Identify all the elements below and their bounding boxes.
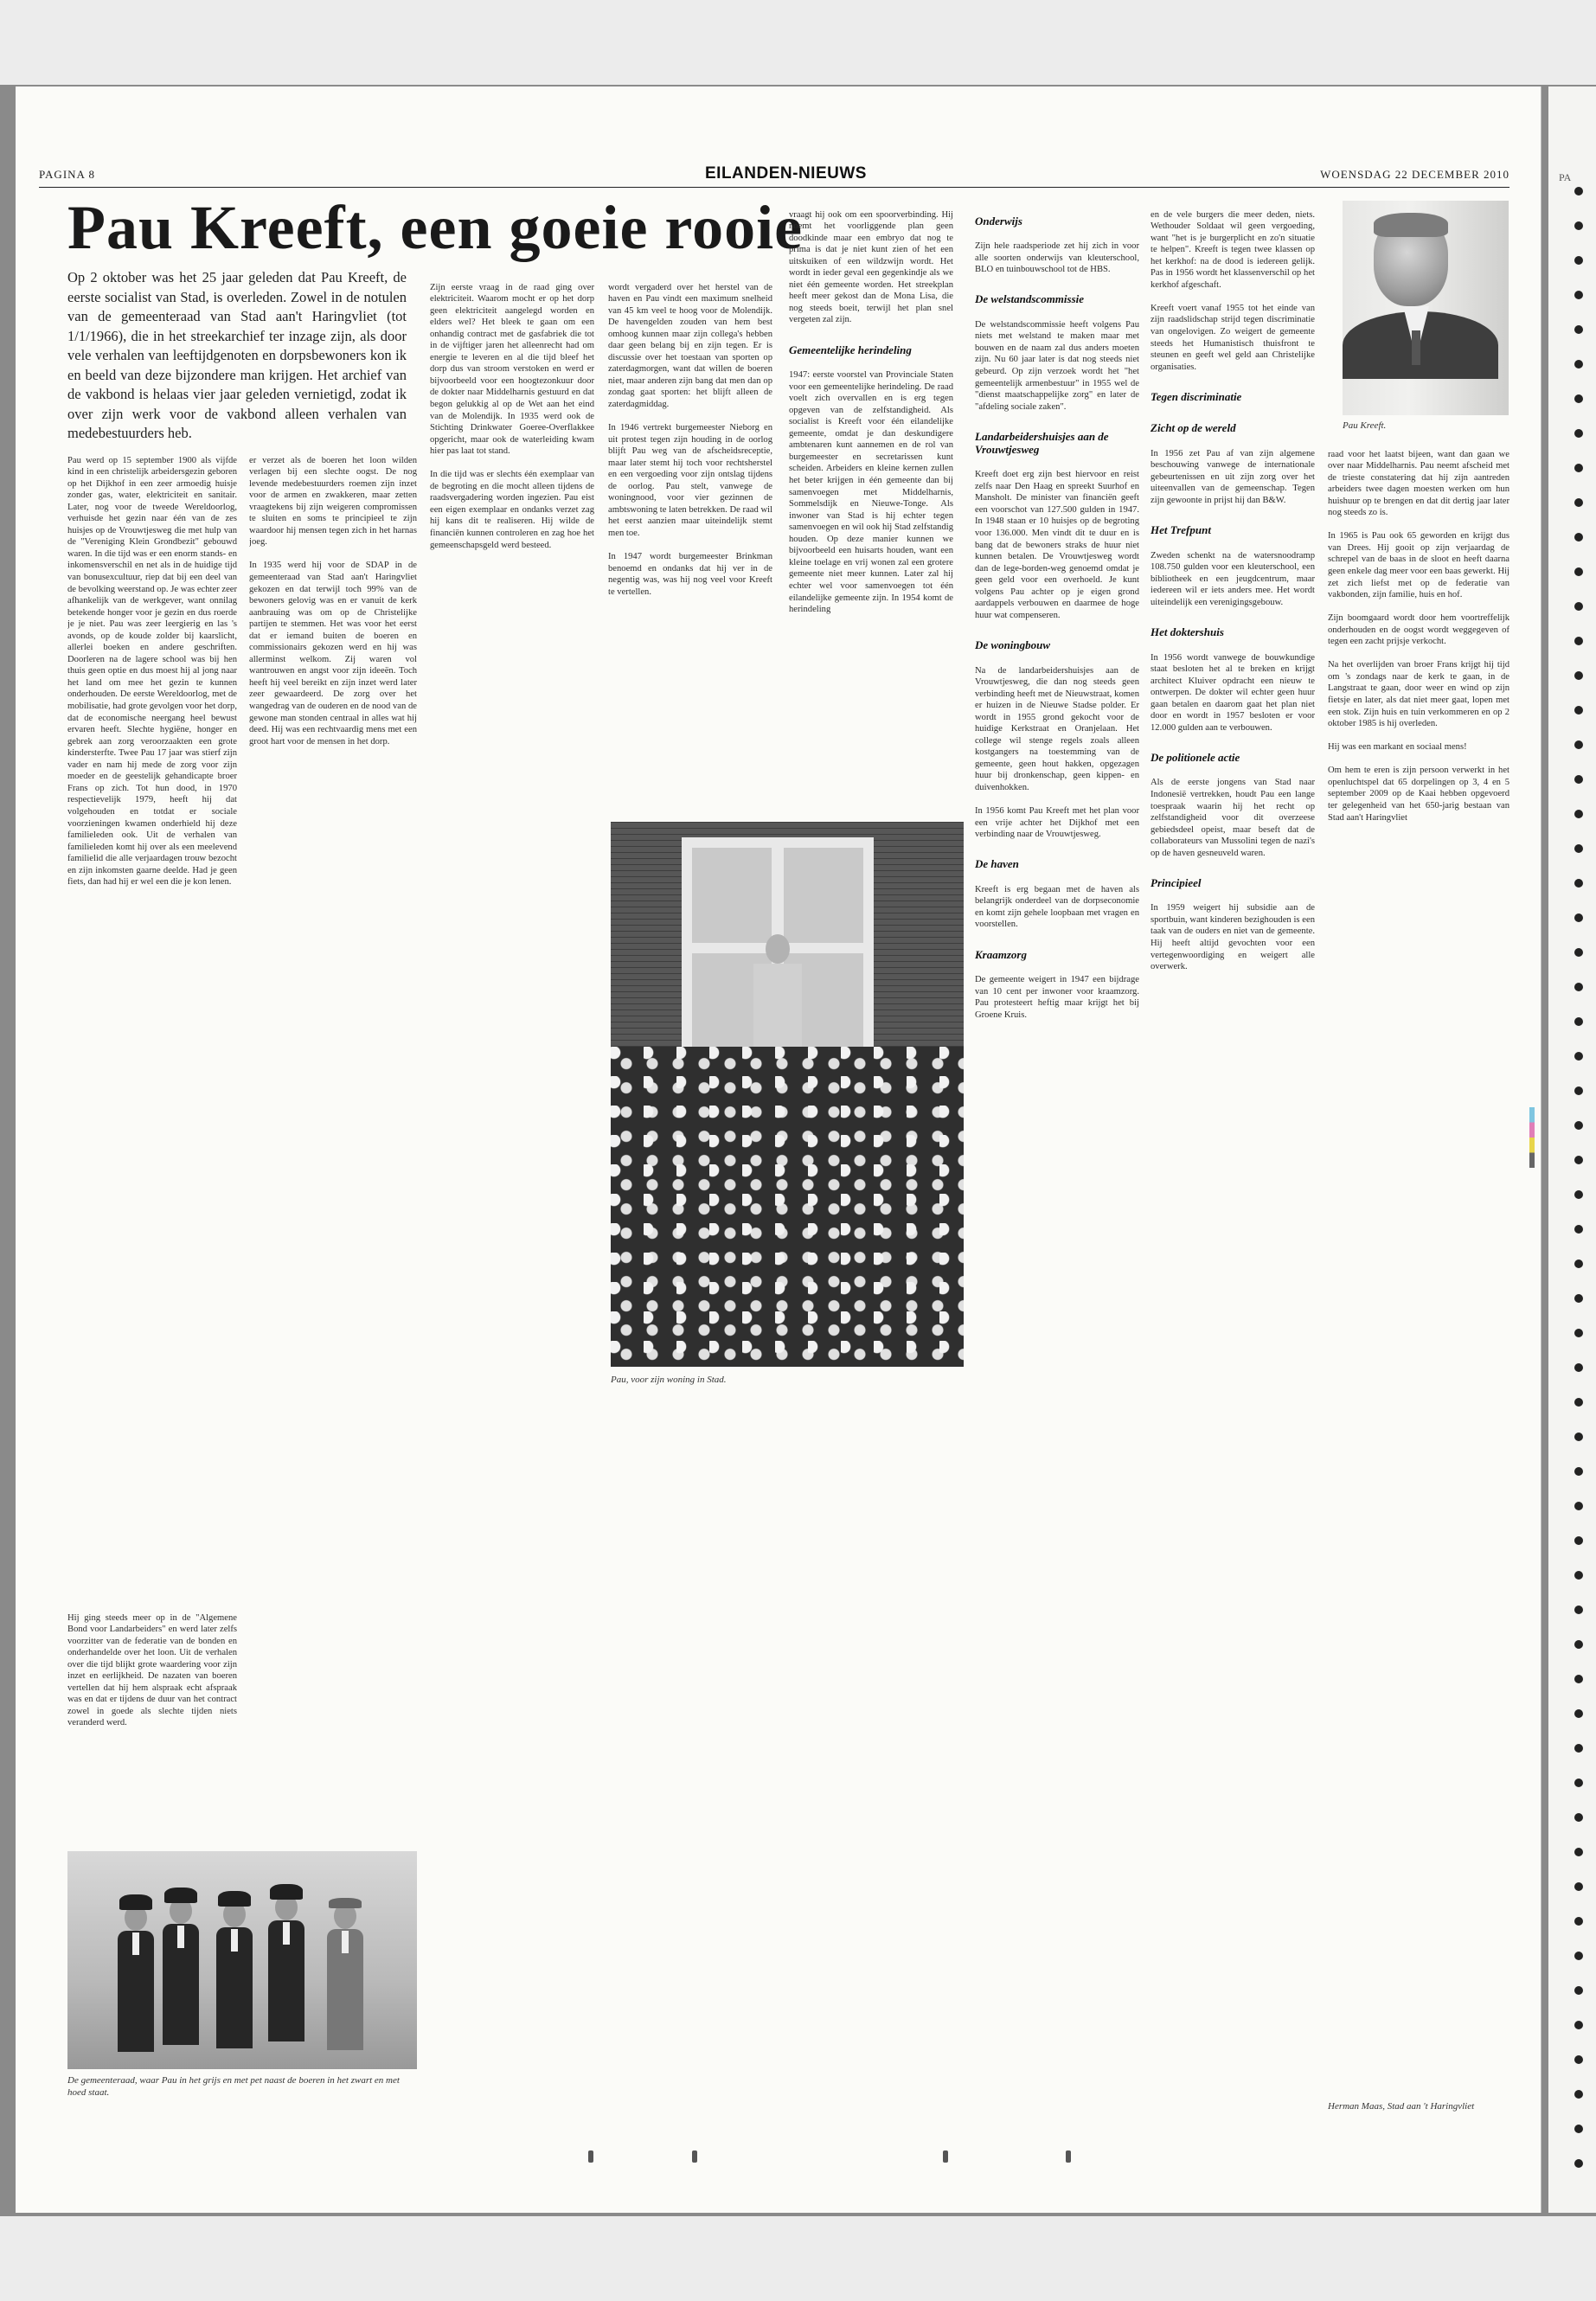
binder-hole — [1574, 221, 1583, 230]
issue-date: WOENSDAG 22 DECEMBER 2010 — [1320, 168, 1509, 181]
binder-hole — [1574, 1363, 1583, 1372]
article-column-7 — [1151, 197, 1315, 2126]
binder-hole — [1574, 1779, 1583, 1787]
portrait-tie — [1412, 330, 1420, 365]
binder-hole — [1574, 1052, 1583, 1061]
column-text: vraagt hij ook om een spoorverbinding. Hij noemt het voorliggende plan geen doodkinde maar een embryo dat nog te prima is dat je niet kunt zien of het een uitskuiken of een wildzwijn wordt. Het wordt in ieder geval een gegenkindje als we niet één gemeente worden. Het streekplan heeft meer gekost dan de Mona Lisa, die nog steeds boeit, terwijl het plan snel vergeten zal zijn. — [789, 209, 953, 325]
subheading-onderwijs: Onderwijs — [975, 214, 1022, 228]
window-photo — [611, 822, 964, 1367]
column-text: Na de landarbeidershuisjes aan de Vrouwtjesweg, die dan nog steeds geen verbinding heeft met de Nieuwstraat, komen er huizen in de Nieuwe Stadse polder. Er wordt in 1955 grond gekocht voor de huidige Kerkstraat en Oranjelaan. Het college wil stenge regels zoals alleen kostgangers na toestemming van de gemeente, geen hout hakken, opgezagen huur bij dronkenschap, geen kippen- en duivenhokken. In 1956 komt Pau Kreeft met het plan voor een vrije achter het Dijkhof met een verbinding naar de Vrouwtjesweg. — [975, 665, 1139, 840]
binder-hole — [1574, 602, 1583, 611]
masthead — [39, 164, 1509, 188]
binder-hole — [1574, 879, 1583, 888]
binder-hole — [1574, 498, 1583, 507]
binder-hole — [1574, 533, 1583, 542]
window-pane — [692, 848, 772, 943]
print-color-bars — [1529, 1107, 1535, 1168]
group-photo-caption: De gemeenteraad, waar Pau in het grijs en met pet naast de boeren in het zwart en met hoed staat. — [67, 2075, 400, 2098]
column-text: 1947: eerste voorstel van Provinciale Staten voor een gemeentelijke herindeling. De raad voelt zich overvallen en is erg tegen opgeven van de zelfstandigheid. Als socialist is Kreeft voor één eilandelijke gemeente, omdat je dan deskundigere ambtenaren kunt aannemen en de rol van burgemeester en secretarissen kunt scheiden. Arbeiders en kleine kernen zullen het beter krijgen in één gemeente dan bij samenvoegen met Middelharnis, Sommelsdijk en Nieuwe-Tonge. Als inwoner van Stad is hij echter tegen samenvoegen en wil ook hij Stad zelfstandig houden. Op deze manier kunnen we bijvoorbeeld een huisarts houden, want een kleine toelage en vrij wonen zal een grotere gemeente niet meer kunnen. Later zal hij echter wel voor samenvoegen tot één eilandelijke gemeente zijn. In 1954 komt de herindeling — [789, 370, 953, 615]
column-text: De welstandscommissie heeft volgens Pau niets met welstand te maken maar met bouwen en de naam zal dus anders moeten zijn. Nu 60 jaar later is dat nog steeds niet gebeurd. Op zijn verzoek wordt het "het gemeentelijk armenbestuur" in 1955 wel de "dienst maatschappelijke zorg" en later de "afdeling sociale zaken". — [975, 319, 1139, 412]
binder-hole — [1574, 1813, 1583, 1822]
article-column-3 — [430, 270, 594, 2128]
portrait-photo — [1343, 201, 1509, 415]
binder-hole — [1574, 429, 1583, 438]
article-headline: Pau Kreeft, een goeie rooie — [67, 193, 804, 262]
subheading-principieel: Principieel — [1151, 875, 1202, 889]
binder-hole — [1574, 913, 1583, 922]
portrait-caption: Pau Kreeft. — [1343, 420, 1387, 431]
binder-hole — [1574, 1709, 1583, 1718]
binder-hole — [1574, 1398, 1583, 1407]
column-text: Na het overlijden van broer Frans krijgt hij tijd om 's zondags naar de kerk te gaan, in de Langstraat te gaan, door weer en wind op zijn fietsje en later, als dat niet meer gaat, lopen met een stok. Zijn huis en tuin verkommeren en op 2 oktober 1985 is hij overleden. Hij was een markant en sociaal mens! Om hem te eren is zijn persoon verwerkt in het openluchtspel dat 65 dorpelingen op 3, 4 en 5 september 2009 op de Kaai hebben opgevoerd ter gelegenheid van het 650-jarig bestaan van Stad aan't Haringvliet — [1328, 660, 1509, 823]
binder-hole — [1574, 325, 1583, 334]
binder-hole — [1574, 256, 1583, 265]
binder-hole — [1574, 1190, 1583, 1199]
binder-hole — [1574, 2159, 1583, 2168]
binder-hole — [1574, 1017, 1583, 1026]
binder-hole — [1574, 1917, 1583, 1926]
column-text: Kreeft doet erg zijn best hiervoor en reist zelfs naar Den Haag en spreekt Suurhof en Mansholt. De minister van financiën geeft een voorschot van 127.500 gulden in 1947. In 1948 staan er 10 huisjes op de begroting voor 136.000. Men vindt dit te duur en is bang dat de bewoners straks de huur niet kunnen betalen. De Vrouwtjesweg wordt dan de lege-borden-weg genoemd omdat je geen geld voor een overhoeld. Je kunt volgens Pau achter op je eigen grond aardappels verbouwen en daarmee de hoge huur wat compenseren. — [975, 470, 1139, 620]
binder-hole — [1574, 1986, 1583, 1995]
binder-hole — [1574, 1882, 1583, 1891]
column-text: er verzet als de boeren het loon wilden verlagen bij een slechte oogst. De nog levende medebestuurders roemen zijn inzet voor de armen en zwakkeren, maar zetten vraagtekens bij zijn weigeren compromissen te sluiten en soms te principieel te zijn waardoor hij mensen tegen zich in het harnas joeg. In 1935 werd hij voor de SDAP in de gemeenteraad van Stad aan't Haringvliet gekozen en dat terwijl toch 99% van de bewoners gelovig was en er vanuit de kerk aanbrauing was om op de Christelijke partijen te stemmen. Het was voor het eerst dat er iemand buiten de boeren en commissionairs gekozen werd en hij was allerminst welkom. Zij waren vol wantrouwen en angst voor zijn ideeën. Toch heeft hij veel bereikt en zijn inzet werd later zeer gewaardeerd. De zorg over het wangedrag van de ouderen en de nood van de gewone man stonden centraal in alles wat hij deed. Hij was een rechtvaardig mens met een groot hart voor de mensen in het dorp. — [249, 455, 417, 747]
binder-hole — [1574, 1640, 1583, 1649]
column-text: In 1956 zet Pau af van zijn algemene beschouwing vanwege de internationale gebeurtenissen en uit zijn zorg over het uiteenvallen van de gemeenschap. Tegen zijn gewoonte in prijst hij dan B&W. — [1151, 448, 1315, 506]
binder-hole — [1574, 1675, 1583, 1683]
group-photo — [67, 1851, 417, 2069]
binder-hole — [1574, 1536, 1583, 1545]
binder-hole — [1574, 671, 1583, 680]
article-column-4 — [608, 270, 772, 806]
column-text: Kreeft is erg begaan met de haven als belangrijk onderdeel van de dorpseconomie en komt zijn gehele loopbaan met vragen en voorstellen. — [975, 884, 1139, 930]
binder-hole — [1574, 810, 1583, 818]
column-text: Zweden schenkt na de watersnoodramp 108.750 gulden voor een kleuterschool, een bibliotheek en een jeugdcentrum, maar iedereen wil er iets anders mee. Het wordt uiteindelijk een verenigingsgebouw. — [1151, 550, 1315, 607]
subheading-politionele-actie: De politionele actie — [1151, 750, 1240, 764]
subheading-welstandscommissie: De welstandscommissie — [975, 292, 1085, 306]
binder-hole — [1574, 464, 1583, 472]
article-column-1-end — [67, 1600, 237, 1843]
subheading-haven: De haven — [975, 857, 1019, 871]
column-text: In 1959 weigert hij subsidie aan de sportbuin, want kinderen bezighouden is een taak van de ouders en niet van de gemeente. Hij heeft altijd gevochten voor een vertegenwoordiging en weigert alle overwerk. — [1151, 903, 1315, 972]
binder-hole — [1574, 2125, 1583, 2133]
binder-hole — [1574, 775, 1583, 784]
binder-hole — [1574, 1086, 1583, 1095]
man-figure — [753, 934, 802, 1064]
binder-hole — [1574, 1502, 1583, 1510]
subheading-kraamzorg: Kraamzorg — [975, 947, 1027, 961]
column-text: Als de eerste jongens van Stad naar Indonesië vertrekken, houdt Pau een lange toespraak waarin hij het recht op zelfstandigheid voor dit overzeese gebiedsdeel opeist, maar beseft dat de collaborateurs van Mussolini tegen de nazi's op de haven gesneuveld waren. — [1151, 778, 1315, 858]
article-column-5 — [789, 197, 953, 803]
article-column-8 — [1328, 437, 1509, 2093]
column-text: Zijn hele raadsperiode zet hij zich in voor alle soorten onderwijs van kleuterschool, BLO en tuinbouwschool tot de HBS. — [975, 241, 1139, 275]
window-pane — [784, 848, 863, 943]
binder-hole — [1574, 1744, 1583, 1753]
page-mark — [1066, 2150, 1071, 2163]
column-text: Pau werd op 15 september 1900 als vijfde kind in een christelijk arbeidersgezin geboren op het Dijkhof in een zeer armoedig huisje zonder gas, water, elektriciteit en sanitair. Later, nog voor de tweede Wereldoorlog, verhuisde het gezin naar één van de zes huisjes op de Vrouwtjesweg die met hulp van de "Vereniging Klein Grondbezit" gebouwd waren. In die tijd was er een enorm stands- en inkomensverschil en net als in de huidige tijd van bonusexcultuur, riep dat bij een deel van de bevolking weerstand op. Je was echter zeer afhankelijk van de werkgever, want onnilag betekende honger voor je gezin en dus roerde je je niet. Pau was zeer leergierig en las 's avonds, op de koude zolder bij kaarslicht, allerlei boeken en andere geschriften. Doorleren na de lagere school was bij hen thuis geen optie en dus moest hij al jong naar het land om mee het gezin te kunnen onderhouden. De eerste Wereldoorlog, met de mobilisatie, had grote gevolgen voor het dorp, dat de economische neergang heel bewust ervaren heeft. Slechte hygiëne, honger en gebrek aan zorg veroorzaakten een grote kindersterfte. Twee Pau 17 jaar was stierf zijn vader en nam hij mede de zorg voor zijn moeder en de geestelijk gehandicapte broer Frans op zich. Tot hun dood, in 1970 respectievelijk 1979, heeft hij dat volgehouden en totdat er sociale voorzieningen kwamen onderhield hij deze familieleden ook. Uit de verhalen van familieleden komt hij over als een meelevend familielid die alle verjaardagen trouw bezocht en zijn inkomsten gaarne deelde. Had je geen fiets, dan had hij er wel een die je kon lenen. — [67, 455, 237, 888]
subheading-doktershuis: Het doktershuis — [1151, 625, 1224, 638]
binder-hole — [1574, 291, 1583, 299]
article-column-6 — [975, 197, 1139, 2126]
page-number: PAGINA 8 — [39, 168, 95, 181]
binder-hole — [1574, 1294, 1583, 1303]
binder-hole — [1574, 2055, 1583, 2064]
binder-hole — [1574, 567, 1583, 576]
portrait-hair — [1374, 213, 1448, 237]
binder-hole — [1574, 983, 1583, 991]
subheading-trefpunt: Het Trefpunt — [1151, 523, 1211, 537]
binder-hole — [1574, 740, 1583, 749]
column-text: raad voor het laatst bijeen, want dan gaan we over naar Middelharnis. Pau neemt afscheid met de trieste constatering dat hij zijn aantreden arbeiders twee dagen moesten werken om hun huishuur op te brengen en dat dit dertig jaar later nog steeds zo is. In 1965 is Pau ook 65 geworden en krijgt dus van Drees. Hij gooit op zijn verjaardag de schrepel van de baas in de sloot en heeft daarna geen enkele dag meer voor een baas gewerkt. Hij zet zich liefst met op de federatie van vakbonden, zijn familie, huis en hof. Zijn boomgaard wordt door hem voortreffelijk onderhouden en de oogst wordt weggegeven of tegen een zacht prijsje verkocht. — [1328, 449, 1509, 647]
man-head — [766, 934, 790, 964]
column-text: wordt vergaderd over het herstel van de haven en Pau vindt een maximum snelheid van 45 km veel te hoog voor de Molendijk. De havengelden zouden van hem best omhoog kunnen maar zijn collega's hebben daar geen belang bij en zijn tegen. Er is discussie over het toestaan van sporten op zaterdagmorgen, want dat willen de boeren niet, maar anderen zijn bang dat men dan op zondag gaat sporten: het blijft alleen de zaterdagmiddag. In 1946 vertrekt burgemeester Nieborg en uit protest tegen zijn houding in de oorlog blijft Pau weg van de afscheidsreceptie, maar later stemt hij toch voor rechtsherstel en een vergoeding voor zijn ontslag tijdens de oorlog. Pau stelt, vanwege de woningnood, voor vier gezinnen de ambtswoning te laten betrekken. De raad wil het eerst aanzien maar uiteindelijk stemt men toe. In 1947 wordt burgemeester Brinkman benoemd en ondanks dat hij ver in de negentig was, was hij nog veel voor Kreeft te vertellen. — [608, 282, 772, 597]
binder-hole — [1574, 187, 1583, 195]
subheading-discriminatie: Tegen discriminatie — [1151, 389, 1242, 403]
article-column-2 — [249, 443, 417, 1836]
column-text: In 1956 wordt vanwege de bouwkundige staat besloten het al te breken en krijgt architect Kluiver opdracht een nieuw te ontwerpen. De dokter wil echter geen huur gaan betalen en daarom gaat het plan niet door en wordt in 1957 besloten er voor 12.000 gulden aan te verbouwen. — [1151, 652, 1315, 733]
binder-hole — [1574, 1571, 1583, 1580]
binder-hole — [1574, 1121, 1583, 1130]
page-mark — [943, 2150, 948, 2163]
binder-hole — [1574, 637, 1583, 645]
binder-hole — [1574, 1225, 1583, 1234]
binder-hole — [1574, 1952, 1583, 1960]
page-mark — [692, 2150, 697, 2163]
binder-hole — [1574, 706, 1583, 715]
subheading-zicht-op-de-wereld: Zicht op de wereld — [1151, 421, 1236, 435]
binder-hole — [1574, 360, 1583, 369]
binder-hole — [1574, 1467, 1583, 1476]
newspaper-brand: EILANDEN-NIEUWS — [705, 164, 867, 183]
author-credit: Herman Maas, Stad aan 't Haringvliet — [1328, 2101, 1475, 2112]
binder-hole — [1574, 1433, 1583, 1441]
binder-hole — [1574, 948, 1583, 957]
subheading-woningbouw: De woningbouw — [975, 638, 1051, 651]
scan-top-margin — [0, 0, 1596, 85]
window-photo-caption: Pau, voor zijn woning in Stad. — [611, 1375, 727, 1385]
subheading-herindeling: Gemeentelijke herindeling — [789, 343, 912, 356]
flower-garden — [611, 1047, 964, 1367]
scan-bottom-margin — [0, 2216, 1596, 2301]
binder-hole — [1574, 1606, 1583, 1614]
binder-hole — [1574, 1329, 1583, 1337]
next-page-strip — [1548, 87, 1596, 2213]
binder-hole — [1574, 844, 1583, 853]
binder-hole — [1574, 1259, 1583, 1268]
binder-hole — [1574, 394, 1583, 403]
binder-hole — [1574, 2021, 1583, 2029]
subheading-landarbeidershuisjes: Landarbeidershuisjes aan de Vrouwtjesweg — [975, 429, 1109, 456]
article-intro: Op 2 oktober was het 25 jaar geleden dat Pau Kreeft, de eerste socialist van Stad, is overleden. Zowel in de notulen van de gemeenteraad van Stad aan't Haringvliet (tot 1/1/1966), die in het streekarchief ter inzage zijn, als door vele verhalen van leeftijdgenoten en dorpsbewoners kon ik en beeld van deze bijzondere man krijgen. Het archief van de vakbond is helaas vier jaar geleden vernietigd, zodat ik over zijn werk voor de vakbond alleen verhalen van medebestuurders heb. — [67, 269, 407, 441]
page-mark — [588, 2150, 593, 2163]
binder-hole — [1574, 2090, 1583, 2099]
binder-hole — [1574, 1848, 1583, 1856]
column-text: De gemeente weigert in 1947 een bijdrage van 10 cent per inwoner voor kraamzorg. Pau protesteert heftig maar krijgt het bij Groene Kruis. — [975, 975, 1139, 1020]
column-text: Zijn eerste vraag in de raad ging over elektriciteit. Waarom mocht er op het dorp geen elektriciteit aangelegd worden en elders wel? Het bleek te gaan om een onhandig contract met de gasfabriek die tot in de vijftiger jaren het alleenrecht had om energie te leveren en al die tijd bleef het dorp dus van stroom verstoken en werd er bijvoorbeeld voor een hoogtezonkuur door de dokter naar Middelharnis gestuurd en dat begon gelukkig al op de Wet aan het eind van de Molendijk. In 1935 werd ook de Stichting Drinkwater Goeree-Overflakkee opgericht, maar ook de waterleiding kwam hier pas laat tot stand. In die tijd was er slechts één exemplaar van de begroting en die mocht alleen tijdens de raadsvergadering worden ingezien. Pau eist een eigen exemplaar en ondanks verzet zag hij kans dit te realiseren. Hij wilde de financiën kunnen controleren en zag hoe het gemeenschapsgeld werd besteed. — [430, 282, 594, 550]
column-text: Hij ging steeds meer op in de "Algemene Bond voor Landarbeiders" en werd later zelfs voorzitter van de federatie van de bonden en onderhandelde over het loon. Uit de verhalen over die tijd blijkt grote waardering voor zijn inzet en eerlijkheid. De nazaten van boeren vertellen dat hij hem alspraak echt afspraak was en dat er tijdens de duur van het contract zowel in goede als slechte tijden niets veranderd werd. — [67, 1612, 237, 1728]
column-text: en de vele burgers die meer deden, niets. Wethouder Soldaat wil geen vergoeding, want "het is je burgerplicht en zo'n situatie te helpen". Kreeft is tegen twee klassen op het kerkhof: na de dood is iedereen gelijk. Pas in 1956 wordt het klassenverschil op het kerkhof afgeschaft. Kreeft voert vanaf 1955 tot het einde van zijn raadslidschap strijd tegen discriminatie van ongelovigen. Zo weigert de gemeente steeds het Humanistisch thuisfront te steunen en geeft wel geld aan Christelijke organisaties. — [1151, 209, 1315, 372]
next-page-fragment: PA — [1559, 171, 1572, 183]
binder-hole — [1574, 1156, 1583, 1164]
